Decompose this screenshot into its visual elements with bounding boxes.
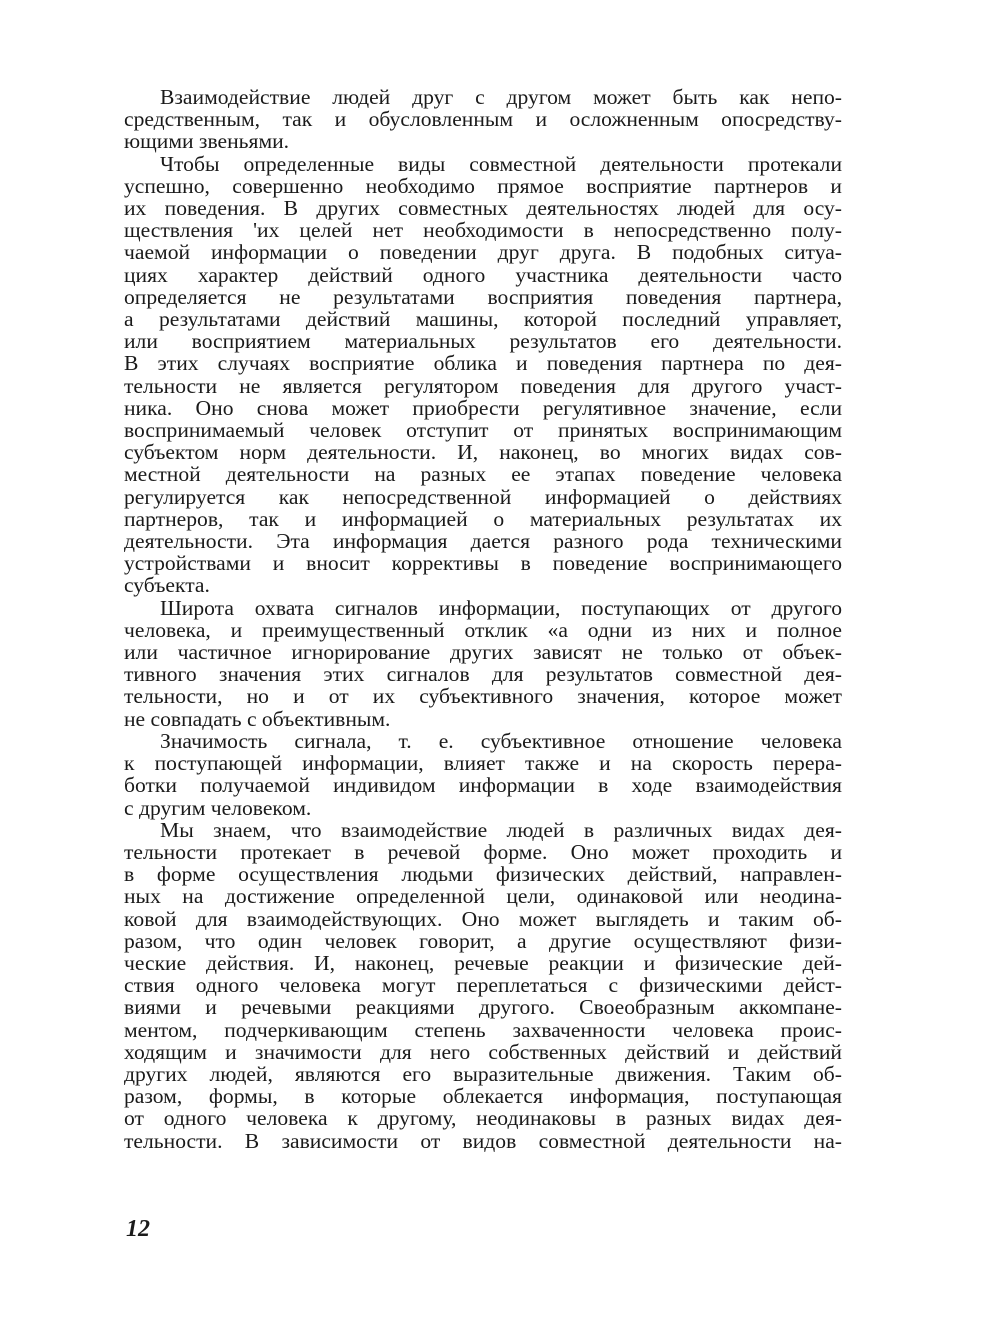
- text-line: чаемой информации о поведении друг друга. В подобных ситуа-: [124, 240, 842, 265]
- text-line: разом, что один человек говорит, а другие осуществляют физи-: [124, 928, 842, 953]
- text-line: человека, и преимущественный отклик «а одни из них и полное: [124, 617, 842, 642]
- text-line: определяется не результатами восприятия поведения партнера,: [124, 284, 842, 309]
- text-line: не совпадать с объективным.: [124, 706, 391, 731]
- text-line: ходящим и значимости для него собственных действий и действий: [124, 1039, 842, 1064]
- page-number: 12: [126, 1216, 150, 1242]
- text-line: ющими звеньями.: [124, 129, 290, 154]
- text-line: тивного значения этих сигналов для результатов совместной дея-: [124, 662, 842, 687]
- text-line: регулируется как непосредственной информацией о действиях: [124, 484, 842, 509]
- text-line: или восприятием материальных результатов его деятельности.: [124, 329, 842, 354]
- body-text: [124, 86, 842, 1152]
- text-line: виями и речевыми реакциями другого. Своеобразным аккомпане-: [124, 995, 842, 1020]
- text-line: от одного человека к другому, неодинаковы в разных видах дея-: [124, 1106, 842, 1131]
- paragraph: [124, 730, 842, 819]
- text-line: средственным, так и обусловленным и осложненным опосредству-: [124, 107, 842, 132]
- paragraph: [124, 153, 842, 597]
- text-line: субъекта.: [124, 573, 210, 598]
- text-line: ника. Оно снова может приобрести регулятивное значение, если: [124, 395, 842, 420]
- text-line: или частичное игнорирование других зависят не только от объек-: [124, 640, 842, 665]
- text-line: Мы знаем, что взаимодействие людей в различных видах дея-: [160, 817, 842, 842]
- text-line: тельности протекает в речевой форме. Оно может проходить и: [124, 839, 842, 864]
- text-line: ческие действия. И, наконец, речевые реакции и физические дей-: [124, 950, 842, 975]
- text-line: в форме осуществления людьми физических действий, направлен-: [124, 862, 842, 887]
- text-line: а результатами действий машины, которой последний управляет,: [124, 307, 842, 332]
- text-line: ментом, подчеркивающим степень захваченности человека проис-: [124, 1017, 842, 1042]
- text-line: к поступающей информации, влияет также и на скорость перера-: [124, 751, 842, 776]
- text-line: ных на достижение определенной цели, одинаковой или неодина-: [124, 884, 842, 909]
- text-line: деятельности. Эта информация дается разного рода техническими: [124, 529, 842, 554]
- text-line: ществления 'их целей нет необходимости в непосредственно полу-: [124, 218, 842, 243]
- text-line: ковой для взаимодействующих. Оно может выглядеть и таким об-: [124, 906, 842, 931]
- text-line: тельности, но и от их субъективного значения, которое может: [124, 684, 842, 709]
- text-line: тельности не является регулятором поведения для другого участ-: [124, 373, 842, 398]
- paragraph: [124, 86, 842, 153]
- text-line: воспринимаемый человек отступит от принятых воспринимающим: [124, 418, 842, 443]
- text-line: В этих случаях восприятие облика и поведения партнера по дея-: [124, 351, 842, 376]
- text-line: субъектом норм деятельности. И, наконец, во многих видах сов-: [124, 440, 842, 465]
- text-line: циях характер действий одного участника деятельности часто: [124, 262, 842, 287]
- text-line: разом, формы, в которые облекается информация, поступающая: [124, 1084, 842, 1109]
- text-line: тельности. В зависимости от видов совместной деятельности на-: [124, 1128, 842, 1153]
- text-line: Чтобы определенные виды совместной деятельности протекали: [160, 151, 842, 176]
- text-line: с другим человеком.: [124, 795, 312, 820]
- paragraph: [124, 597, 842, 730]
- text-line: устройствами и вносит коррективы в поведение воспринимающего: [124, 551, 842, 576]
- text-line: ствия одного человека могут переплетаться с физическими дейст-: [124, 973, 842, 998]
- text-line: других людей, являются его выразительные движения. Таким об-: [124, 1061, 842, 1086]
- text-line: их поведения. В других совместных деятельностях людей для осу-: [124, 196, 842, 221]
- text-line: успешно, совершенно необходимо прямое восприятие партнеров и: [124, 173, 842, 198]
- text-line: местной деятельности на разных ее этапах поведение человека: [124, 462, 842, 487]
- paragraph: [124, 819, 842, 1152]
- text-line: ботки получаемой индивидом информации в ходе взаимодействия: [124, 773, 842, 798]
- text-line: Широта охвата сигналов информации, поступающих от другого: [160, 595, 842, 620]
- text-line: Значимость сигнала, т. е. субъективное отношение человека: [160, 728, 842, 753]
- text-line: Взаимодействие людей друг с другом может быть как непо-: [160, 85, 842, 109]
- text-line: партнеров, так и информацией о материальных результатах их: [124, 506, 842, 531]
